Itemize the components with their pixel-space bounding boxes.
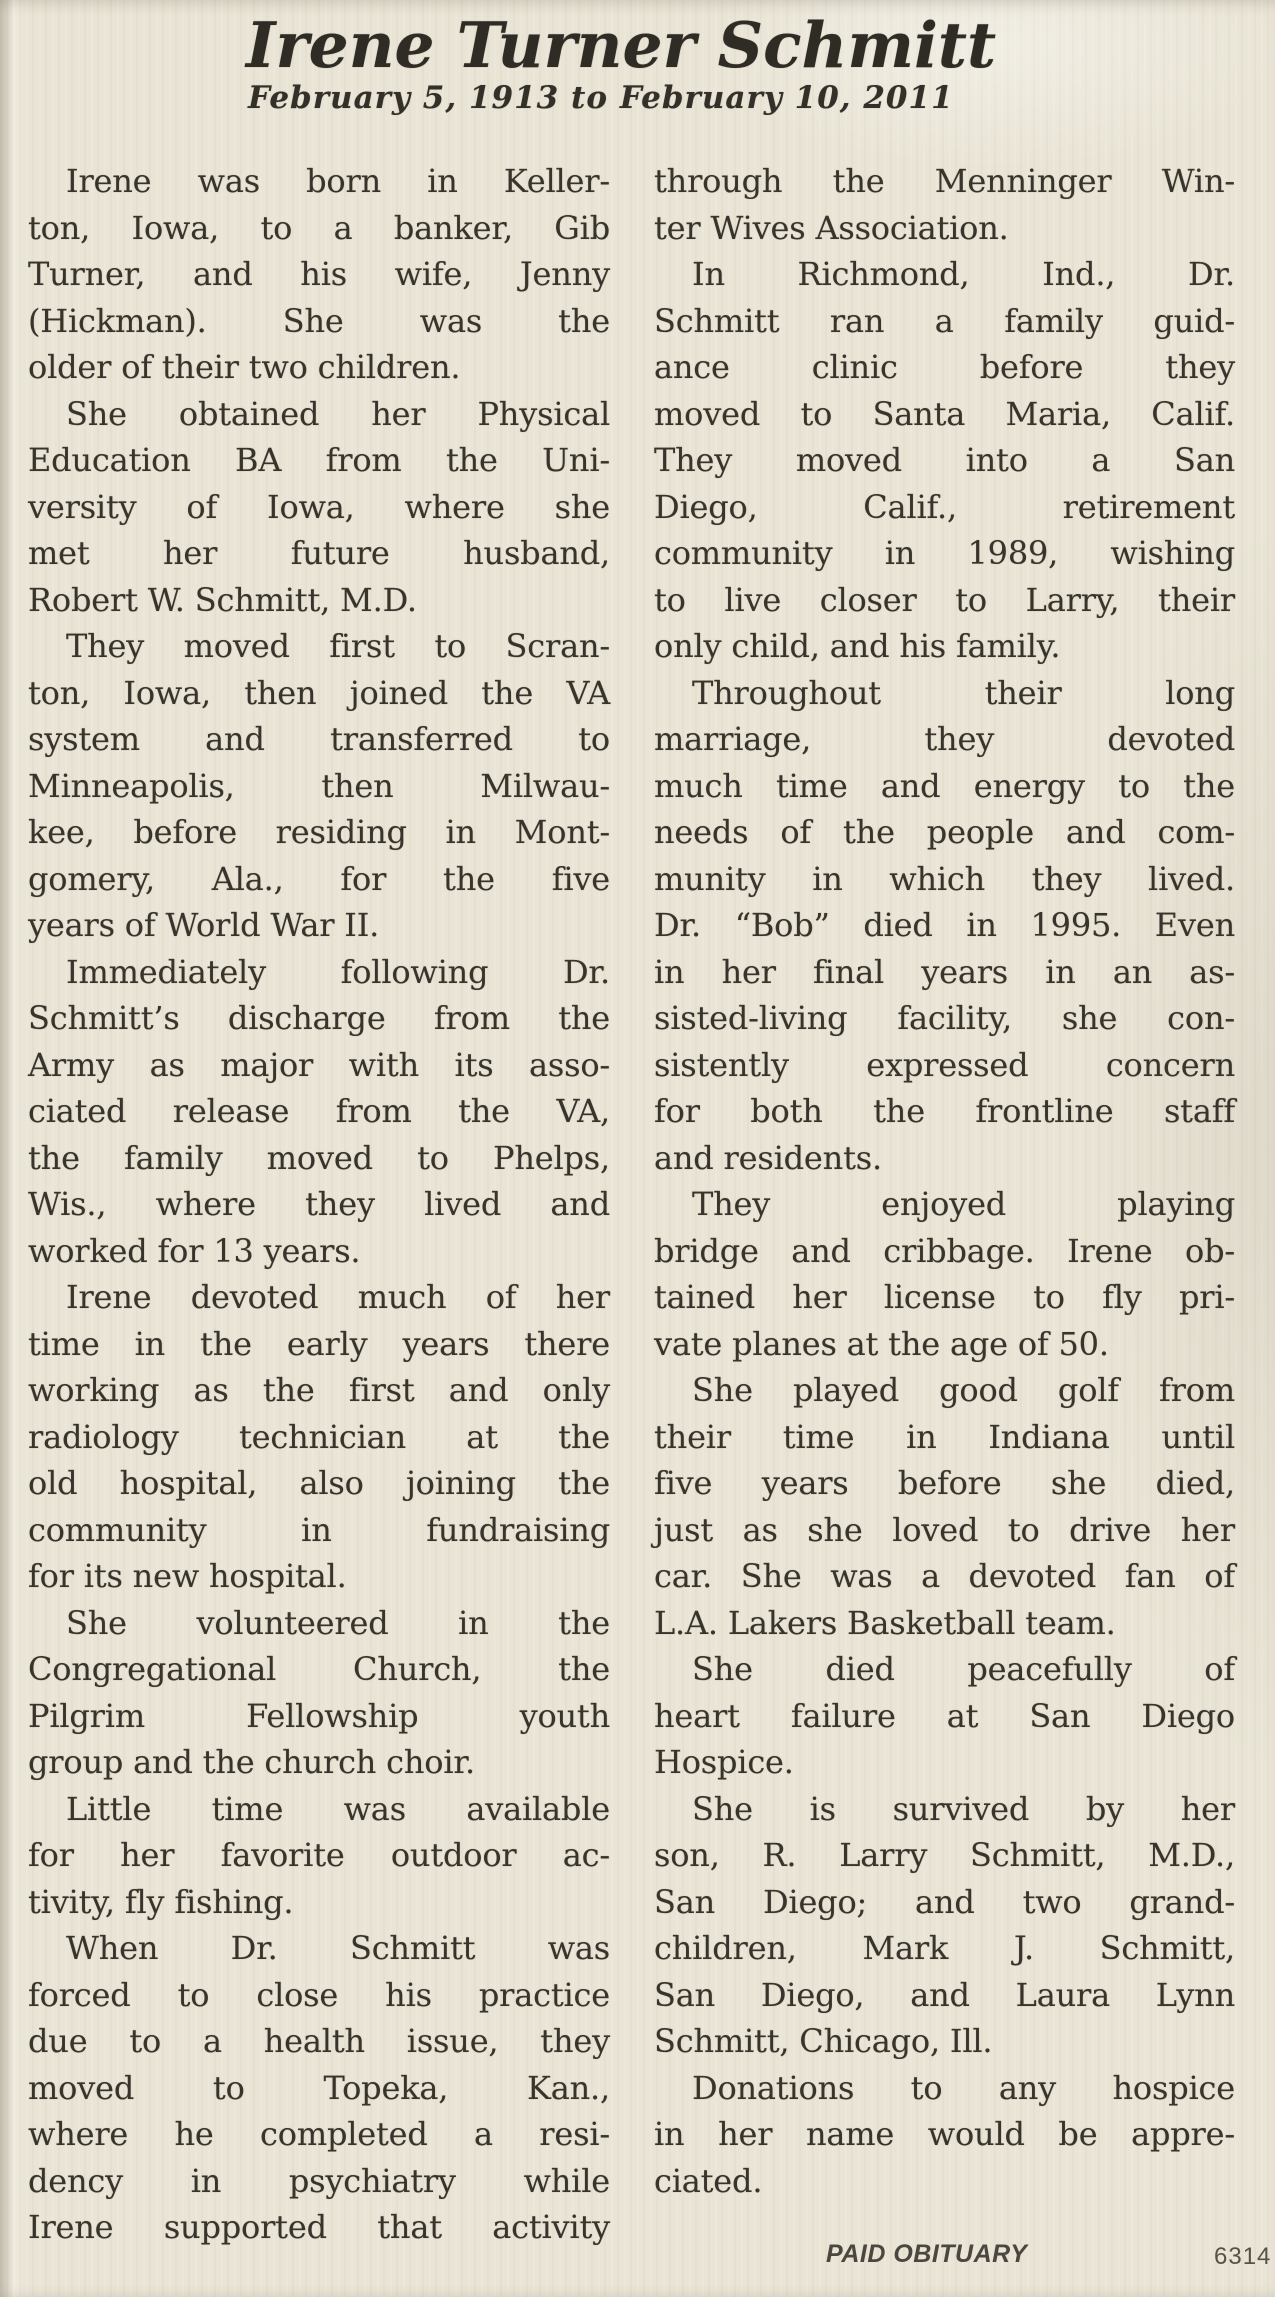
- text-line: She obtained her Physical: [66, 394, 610, 433]
- text-line: ance clinic before they: [654, 348, 1235, 386]
- text-line: Turner, and his wife, Jenny: [28, 255, 610, 293]
- text-line: Minneapolis, then Milwau-: [28, 766, 610, 805]
- text-line: L.A. Lakers Basketball team.: [654, 1603, 1116, 1642]
- text-line: ton, Iowa, to a banker, Gib: [28, 208, 610, 247]
- text-line: for her favorite outdoor ac-: [28, 1836, 610, 1874]
- text-line: years of World War II.: [28, 906, 380, 944]
- text-line: She is survived by her: [692, 1789, 1235, 1828]
- paragraph: [654, 158, 1235, 251]
- text-line: met her future husband,: [28, 534, 610, 572]
- text-line: She played good golf from: [692, 1371, 1235, 1409]
- paragraph: [28, 1600, 610, 1786]
- text-line: Wis., where they lived and: [28, 1185, 610, 1223]
- text-line: Education BA from the Uni-: [28, 441, 610, 479]
- text-line: In Richmond, Ind., Dr.: [692, 255, 1235, 293]
- text-line: They moved first to Scran-: [66, 627, 610, 665]
- text-line: for its new hospital.: [28, 1557, 347, 1595]
- text-line: heart failure at San Diego: [654, 1696, 1235, 1735]
- text-line: Dr. “Bob” died in 1995. Even: [654, 906, 1235, 944]
- text-line: Pilgrim Fellowship youth: [28, 1696, 610, 1735]
- text-line: due to a health issue, they: [28, 2022, 610, 2060]
- text-line: moved to Santa Maria, Calif.: [654, 394, 1235, 433]
- text-line: only child, and his family.: [654, 627, 1061, 665]
- text-line: for both the frontline staff: [654, 1092, 1235, 1130]
- left-column: [28, 158, 610, 2251]
- text-line: Schmitt, Chicago, Ill.: [654, 2022, 993, 2060]
- text-line: (Hickman). She was the: [28, 301, 610, 340]
- text-line: ter Wives Association.: [654, 208, 1009, 247]
- text-line: sistently expressed concern: [654, 1045, 1235, 1084]
- text-line: tained her license to fly pri-: [654, 1278, 1235, 1316]
- text-line: kee, before residing in Mont-: [28, 813, 610, 851]
- text-line: gomery, Ala., for the five: [28, 859, 610, 898]
- paragraph: [28, 1274, 610, 1600]
- text-line: ton, Iowa, then joined the VA: [28, 673, 610, 712]
- text-line: dency in psychiatry while: [28, 2161, 610, 2200]
- text-line: Little time was available: [66, 1789, 610, 1828]
- text-line: Schmitt’s discharge from the: [28, 999, 610, 1037]
- text-line: much time and energy to the: [654, 766, 1235, 805]
- text-line: working as the first and only: [28, 1371, 610, 1409]
- obituary-code: 6314: [1214, 2243, 1272, 2270]
- text-line: Army as major with its asso-: [28, 1045, 610, 1084]
- paragraph: [28, 1786, 610, 1926]
- text-line: community in 1989, wishing: [654, 534, 1235, 572]
- text-line: San Diego, and Laura Lynn: [654, 1975, 1235, 2014]
- text-line: through the Menninger Win-: [654, 162, 1235, 200]
- obituary-title: Irene Turner Schmitt: [246, 8, 997, 82]
- text-line: to live closer to Larry, their: [654, 580, 1235, 619]
- text-line: their time in Indiana until: [654, 1417, 1235, 1456]
- text-line: radiology technician at the: [28, 1417, 610, 1456]
- text-line: children, Mark J. Schmitt,: [654, 1929, 1235, 1967]
- text-line: Donations to any hospice: [692, 2068, 1235, 2107]
- paragraph: [28, 949, 610, 1275]
- text-line: Congregational Church, the: [28, 1650, 610, 1688]
- paragraph: [28, 158, 610, 391]
- paid-obituary-label: PAID OBITUARY: [826, 2240, 1028, 2268]
- text-line: Schmitt ran a family guid-: [654, 301, 1235, 340]
- text-line: five years before she died,: [654, 1464, 1235, 1502]
- paragraph: [654, 251, 1235, 670]
- paragraph: [28, 1925, 610, 2251]
- paragraph: [654, 1181, 1235, 1367]
- text-line: car. She was a devoted fan of: [654, 1557, 1235, 1595]
- text-line: munity in which they lived.: [654, 859, 1235, 898]
- text-line: Immediately following Dr.: [66, 952, 610, 991]
- text-line: versity of Iowa, where she: [28, 487, 610, 526]
- text-line: She died peacefully of: [692, 1650, 1235, 1688]
- paragraph: [654, 1367, 1235, 1646]
- text-line: They enjoyed playing: [692, 1185, 1235, 1223]
- text-line: Irene devoted much of her: [66, 1278, 610, 1316]
- text-line: Hospice.: [654, 1743, 794, 1781]
- paragraph: [654, 1646, 1235, 1786]
- text-line: in her final years in an as-: [654, 952, 1235, 991]
- text-line: in her name would be appre-: [654, 2115, 1235, 2153]
- text-line: Diego, Calif., retirement: [654, 487, 1235, 526]
- text-line: Irene was born in Keller-: [66, 162, 610, 200]
- text-line: sisted-living facility, she con-: [654, 999, 1235, 1037]
- text-line: older of their two children.: [28, 348, 461, 386]
- paragraph: [28, 391, 610, 624]
- text-line: just as she loved to drive her: [654, 1510, 1235, 1549]
- text-line: bridge and cribbage. Irene ob-: [654, 1231, 1235, 1270]
- text-line: ciated.: [654, 2161, 763, 2200]
- text-line: old hospital, also joining the: [28, 1464, 610, 1502]
- text-line: Irene supported that activity: [28, 2208, 610, 2246]
- text-line: group and the church choir.: [28, 1743, 475, 1781]
- right-column: [654, 158, 1235, 2204]
- text-line: son, R. Larry Schmitt, M.D.,: [654, 1836, 1235, 1874]
- text-line: forced to close his practice: [28, 1975, 610, 2014]
- text-line: and residents.: [654, 1138, 882, 1177]
- text-line: where he completed a resi-: [28, 2115, 610, 2153]
- text-line: the family moved to Phelps,: [28, 1138, 610, 1177]
- paragraph: [654, 670, 1235, 1182]
- paragraph: [654, 2065, 1235, 2205]
- text-line: They moved into a San: [654, 441, 1235, 479]
- paragraph: [28, 623, 610, 949]
- text-line: Throughout their long: [692, 673, 1235, 712]
- text-line: worked for 13 years.: [28, 1231, 361, 1270]
- text-line: San Diego; and two grand-: [654, 1882, 1235, 1921]
- obituary-dates: February 5, 1913 to February 10, 2011: [248, 80, 954, 116]
- text-line: moved to Topeka, Kan.,: [28, 2068, 610, 2107]
- text-line: Robert W. Schmitt, M.D.: [28, 580, 417, 619]
- text-line: needs of the people and com-: [654, 813, 1235, 851]
- text-line: ciated release from the VA,: [28, 1092, 610, 1130]
- text-line: tivity, fly fishing.: [28, 1882, 294, 1921]
- text-line: time in the early years there: [28, 1324, 610, 1363]
- text-line: community in fundraising: [28, 1510, 610, 1549]
- text-line: She volunteered in the: [66, 1603, 610, 1642]
- text-line: system and transferred to: [28, 720, 610, 758]
- text-line: When Dr. Schmitt was: [66, 1929, 610, 1967]
- text-line: marriage, they devoted: [654, 720, 1235, 758]
- text-line: vate planes at the age of 50.: [654, 1324, 1109, 1363]
- paragraph: [654, 1786, 1235, 2065]
